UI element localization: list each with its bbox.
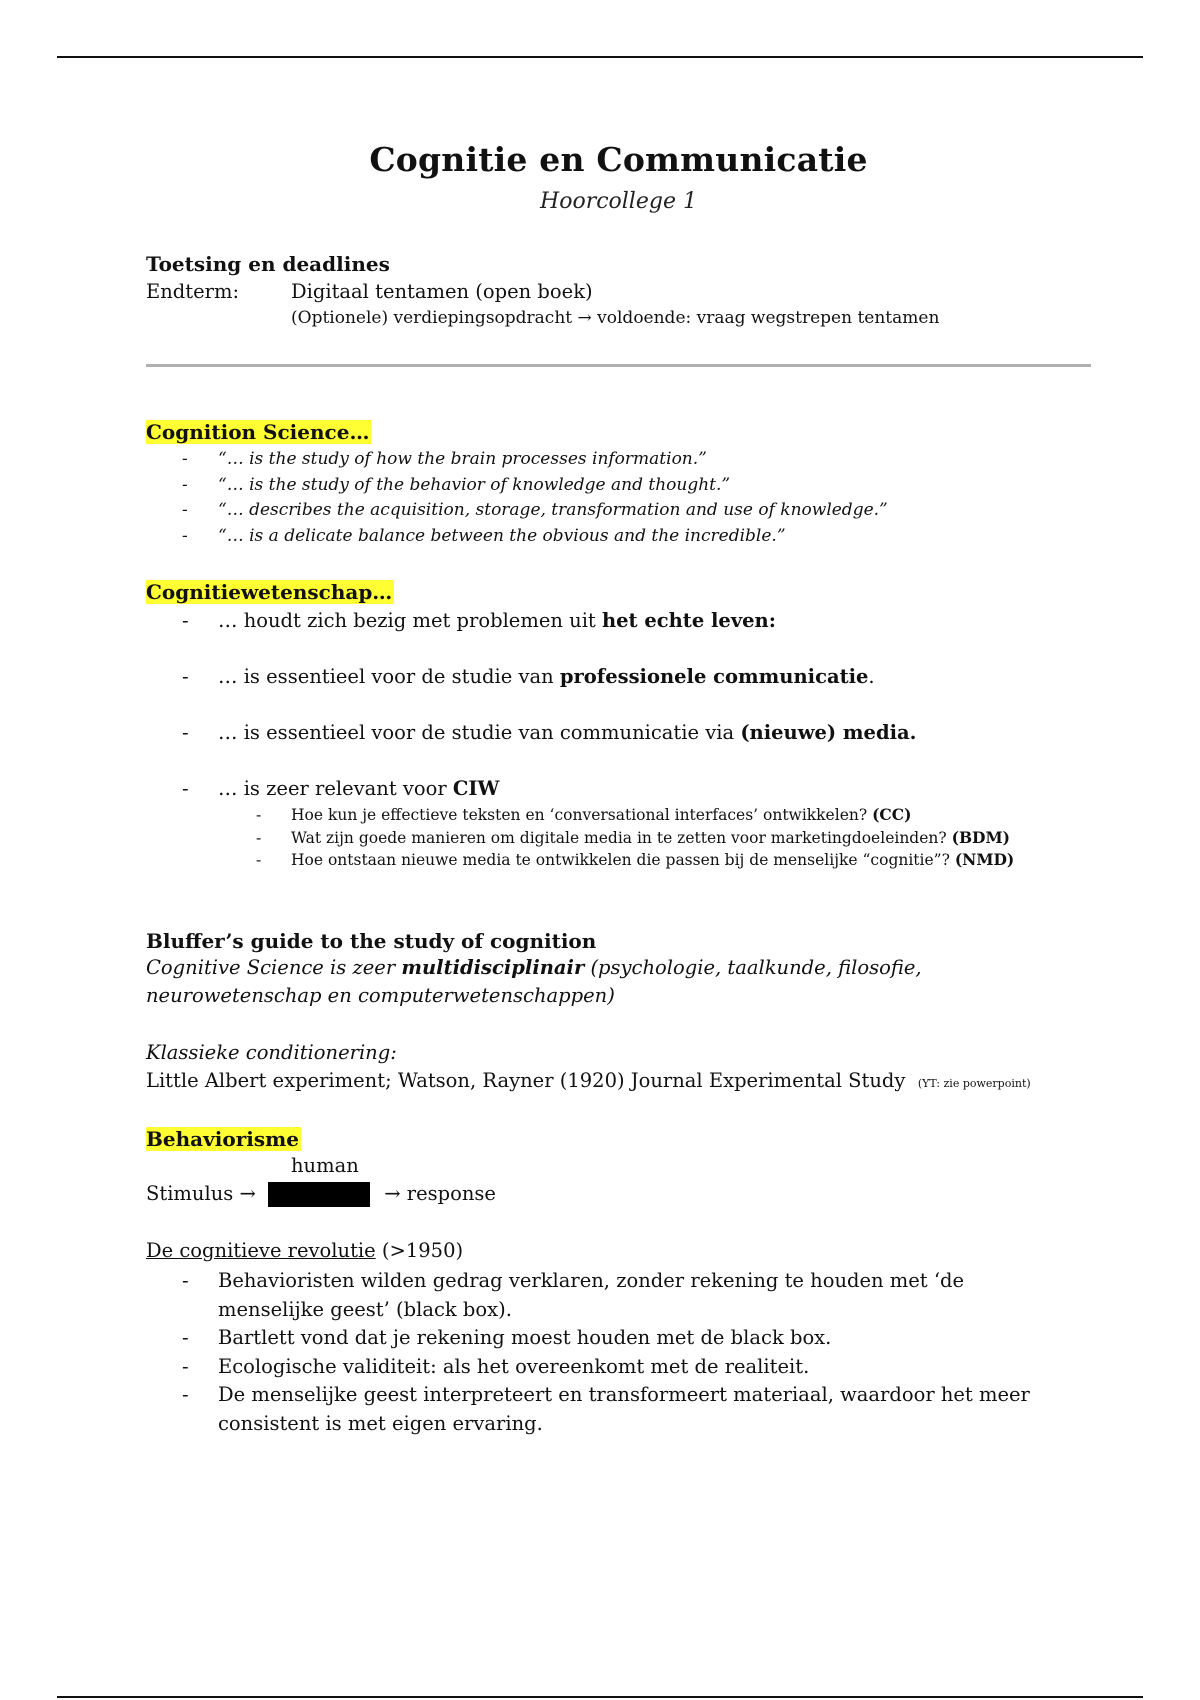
bluffer-line-2: neurowetenschap en computerwetenschappen) — [146, 984, 615, 1007]
list-item: - … is zeer relevant voor CIW — [146, 775, 499, 803]
endterm-label: Endterm: — [146, 280, 240, 303]
bottom-rule — [57, 1696, 1143, 1698]
response-label: → response — [384, 1182, 496, 1205]
cognitiewetenschap-list — [146, 775, 499, 803]
bluffer-heading: Bluffer’s guide to the study of cognition — [146, 929, 597, 953]
toetsing-heading: Toetsing en deadlines — [146, 252, 390, 276]
ciw-sub-list — [146, 804, 1014, 872]
section-separator — [146, 364, 1091, 367]
revolutie-heading: De cognitieve revolutie (>1950) — [146, 1239, 464, 1262]
list-item: - Hoe ontstaan nieuwe media te ontwikkelen die passen bij de menselijke “cognitie”? (NMD) — [146, 849, 1014, 872]
list-item: - Hoe kun je effectieve teksten en ‘conversational interfaces’ ontwikkelen? (CC) — [146, 804, 1014, 827]
list-item: - Ecologische validiteit: als het overeenkomt met de realiteit. — [146, 1353, 1091, 1382]
list-item: - … is essentieel voor de studie van communicatie via (nieuwe) media. — [146, 719, 916, 747]
revolutie-list — [146, 1267, 1091, 1438]
human-label: human — [291, 1154, 359, 1177]
list-item: - “… describes the acquisition, storage, transformation and use of knowledge.” — [146, 498, 888, 524]
list-item: - … houdt zich bezig met problemen uit het echte leven: — [146, 607, 776, 635]
list-item: - … is essentieel voor de studie van professionele communicatie. — [146, 663, 875, 691]
document-title: Cognitie en Communicatie — [369, 140, 868, 179]
little-albert-line: Little Albert experiment; Watson, Rayner (1920) Journal Experimental Study (YT: zie powerpoint) — [146, 1069, 1031, 1092]
cognitiewetenschap-list — [146, 663, 875, 691]
list-item: - Bartlett vond dat je rekening moest houden met de black box. — [146, 1324, 1091, 1353]
black-box — [268, 1182, 370, 1207]
stimulus-label: Stimulus → — [146, 1182, 256, 1205]
list-item: - “… is the study of how the brain processes information.” — [146, 447, 888, 473]
list-item: - Behavioristen wilden gedrag verklaren, zonder rekening te houden met ‘de menselijke geest’ (black box). — [146, 1267, 1091, 1324]
list-item: - De menselijke geest interpreteert en transformeert materiaal, waardoor het meer consistent is met eigen ervaring. — [146, 1381, 1091, 1438]
list-item: - Wat zijn goede manieren om digitale media in te zetten voor marketingdoeleinden? (BDM) — [146, 827, 1014, 850]
bluffer-line-1: Cognitive Science is zeer multidisciplinair (psychologie, taalkunde, filosofie, — [146, 956, 922, 979]
yt-note: (YT: zie powerpoint) — [917, 1077, 1031, 1090]
list-item: - “… is the study of the behavior of knowledge and thought.” — [146, 473, 888, 499]
cognition-science-list — [146, 447, 888, 549]
document-subtitle: Hoorcollege 1 — [540, 189, 697, 214]
cognitiewetenschap-list — [146, 607, 776, 635]
endterm-line-1: Digitaal tentamen (open boek) — [291, 280, 593, 303]
list-item: - “… is a delicate balance between the obvious and the incredible.” — [146, 524, 888, 550]
stimulus-response-diagram — [146, 1182, 496, 1207]
cognition-science-heading: Cognition Science… — [146, 420, 370, 444]
top-rule — [57, 56, 1143, 58]
cognitiewetenschap-list — [146, 719, 916, 747]
behaviorisme-heading: Behaviorisme — [146, 1127, 299, 1151]
klassieke-conditionering: Klassieke conditionering: — [146, 1041, 397, 1064]
endterm-line-2: (Optionele) verdiepingsopdracht → voldoende: vraag wegstrepen tentamen — [291, 308, 940, 328]
cognitiewetenschap-heading: Cognitiewetenschap… — [146, 580, 393, 604]
